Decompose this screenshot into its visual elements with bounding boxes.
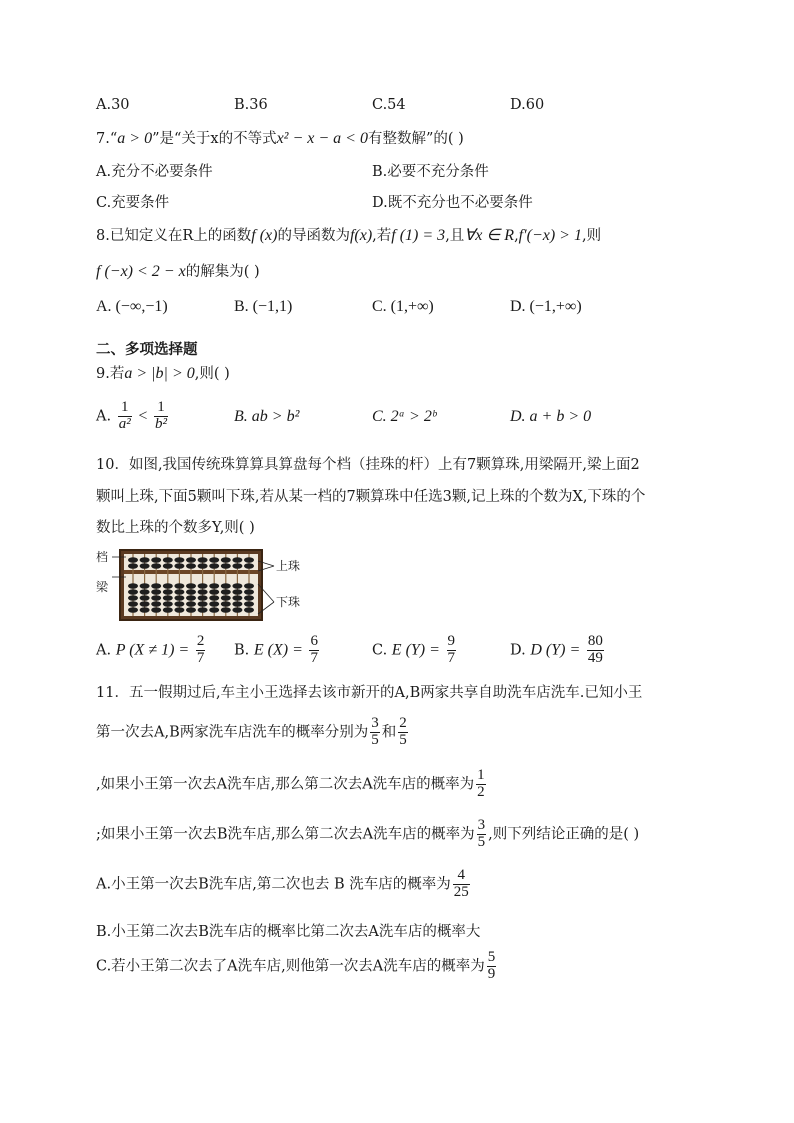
- abacus-lower-bead: [232, 589, 242, 595]
- q8-option-d: D. (−1,+∞): [510, 298, 582, 315]
- q11-line2: 第一次去A,B两家洗车店洗车的概率分别为 $\frac{3}{5}$ 和 $\frac{2}{5}$: [96, 715, 407, 748]
- q11-option-a: A.小王第一次去B洗车店,第二次也去 B 洗车店的概率为 $\frac{4}{25}$: [96, 867, 469, 900]
- q6-option-b: B.36: [234, 97, 268, 113]
- section-title: 二、多项选择题: [96, 342, 198, 358]
- abacus-lower-bead: [186, 595, 196, 601]
- abacus-lower-bead: [221, 607, 231, 613]
- q6-option-c: C.54: [372, 97, 406, 113]
- q6-option-a: A.30: [96, 97, 130, 113]
- q8-number: 8.: [96, 228, 110, 244]
- abacus-upper-bead: [186, 557, 196, 563]
- q9-stem: 9.若a > |b| > 0,则( ): [96, 365, 230, 382]
- abacus-lower-bead: [209, 595, 219, 601]
- q7-option-a: A.充分不必要条件: [96, 164, 213, 180]
- abacus-lower-bead: [151, 589, 161, 595]
- abacus-lower-bead: [128, 607, 138, 613]
- abacus-lower-bead: [244, 595, 254, 601]
- abacus-lower-bead: [209, 601, 219, 607]
- abacus-upper-bead: [209, 557, 219, 563]
- q7-option-c: C.充要条件: [96, 195, 170, 211]
- abacus-lower-bead: [140, 607, 150, 613]
- abacus-lower-bead: [151, 583, 161, 589]
- label-dang: 档: [96, 550, 109, 564]
- abacus-lower-bead: [198, 601, 208, 607]
- q8-stem-line2: f (−x) < 2 − x的解集为( ): [96, 263, 260, 280]
- abacus-lower-bead: [209, 589, 219, 595]
- q9-option-d: D. a + b > 0: [510, 408, 592, 425]
- abacus-lower-bead: [221, 595, 231, 601]
- abacus-lower-bead: [232, 607, 242, 613]
- abacus-lower-bead: [244, 589, 254, 595]
- abacus-upper-bead: [163, 563, 173, 569]
- abacus-lower-bead: [186, 589, 196, 595]
- q7-inequality: x² − x − a < 0: [276, 130, 368, 147]
- abacus-lower-bead: [198, 583, 208, 589]
- abacus-upper-bead: [221, 557, 231, 563]
- abacus-lower-bead: [232, 601, 242, 607]
- abacus-lower-bead: [128, 583, 138, 589]
- abacus-lower-bead: [140, 589, 150, 595]
- q10-option-b: B. E (X) = $\frac{6}{7}$: [234, 633, 318, 666]
- abacus-lower-bead: [151, 601, 161, 607]
- abacus-lower-bead: [163, 595, 173, 601]
- abacus-upper-bead: [174, 563, 184, 569]
- q10-line1: 10．如图,我国传统珠算算具算盘每个档（挂珠的杆）上有7颗算珠,用梁隔开,梁上面2: [96, 457, 640, 473]
- abacus-lower-bead: [221, 601, 231, 607]
- q9-option-a: A. $\frac{1}{\text{a²}}$ < $\frac{1}{\text{b²}}$: [96, 399, 167, 432]
- abacus-lower-bead: [174, 595, 184, 601]
- abacus-lower-bead: [244, 607, 254, 613]
- abacus-lower-bead: [221, 589, 231, 595]
- q8-option-c: C. (1,+∞): [372, 298, 434, 315]
- abacus-image: [96, 546, 311, 626]
- abacus-lower-bead: [232, 583, 242, 589]
- abacus-lower-bead: [174, 601, 184, 607]
- abacus-lower-bead: [221, 583, 231, 589]
- abacus-upper-bead: [232, 557, 242, 563]
- abacus-upper-bead: [209, 563, 219, 569]
- abacus-lower-bead: [151, 607, 161, 613]
- abacus-upper-bead: [128, 563, 138, 569]
- abacus-lower-bead: [163, 607, 173, 613]
- q11-line4: ;如果小王第一次去B洗车店,那么第二次去A洗车店的概率为 $\frac{3}{5}$ ,则下列结论正确的是( ): [96, 817, 640, 850]
- q10-line2: 颗叫上珠,下面5颗叫下珠,若从某一档的7颗算珠中任选3颗,记上珠的个数为X,下珠的个: [96, 489, 646, 505]
- abacus-lower-bead: [198, 595, 208, 601]
- abacus-figure: [96, 546, 311, 630]
- q11-line1: 11．五一假期过后,车主小王选择去该市新开的A,B两家共享自助洗车店洗车.已知小王: [96, 685, 643, 701]
- abacus-lower-bead: [163, 601, 173, 607]
- q7-option-d: D.既不充分也不必要条件: [372, 195, 533, 211]
- abacus-lower-bead: [140, 595, 150, 601]
- label-liang: 梁: [96, 580, 109, 594]
- abacus-lower-bead: [163, 589, 173, 595]
- abacus-lower-bead: [186, 607, 196, 613]
- abacus-upper-bead: [244, 557, 254, 563]
- abacus-upper-bead: [151, 557, 161, 563]
- abacus-lower-bead: [163, 583, 173, 589]
- q9-option-b: B. ab > b²: [234, 408, 300, 425]
- abacus-lower-bead: [128, 589, 138, 595]
- label-upper-beads: 上珠: [276, 559, 301, 573]
- q8-option-a: A. (−∞,−1): [96, 298, 168, 315]
- abacus-lower-bead: [209, 607, 219, 613]
- q10-line3: 数比上珠的个数多Y,则( ): [96, 520, 255, 536]
- abacus-lower-bead: [186, 583, 196, 589]
- abacus-upper-bead: [198, 557, 208, 563]
- abacus-upper-bead: [151, 563, 161, 569]
- abacus-lower-bead: [174, 607, 184, 613]
- abacus-upper-bead: [198, 563, 208, 569]
- abacus-upper-bead: [174, 557, 184, 563]
- abacus-lower-bead: [151, 595, 161, 601]
- abacus-lower-bead: [244, 601, 254, 607]
- q8-option-b: B. (−1,1): [234, 298, 293, 315]
- label-lower-beads: 下珠: [276, 595, 301, 609]
- abacus-lower-bead: [140, 583, 150, 589]
- q11-line3: ,如果小王第一次去A洗车店,那么第二次去A洗车店的概率为 $\frac{1}{2}$: [96, 767, 485, 800]
- q8-stem-line1: 8.已知定义在R上的函数f (x)的导函数为f(x),若f (1) = 3,且∀x ∈ R,f′(−x) > 1,则: [96, 227, 602, 244]
- abacus-lower-bead: [128, 595, 138, 601]
- abacus-upper-bead: [140, 563, 150, 569]
- abacus-lower-bead: [174, 589, 184, 595]
- abacus-lower-bead: [232, 595, 242, 601]
- abacus-upper-bead: [232, 563, 242, 569]
- abacus-lower-bead: [198, 607, 208, 613]
- q9-number: 9.: [96, 366, 110, 382]
- q7-option-b: B.必要不充分条件: [372, 164, 489, 180]
- q9-option-c: C. 2ᵃ > 2ᵇ: [372, 408, 437, 425]
- abacus-lower-bead: [198, 589, 208, 595]
- abacus-upper-bead: [163, 557, 173, 563]
- abacus-lower-bead: [128, 601, 138, 607]
- q10-option-d: D. D (Y) = $\frac{80}{49}$: [510, 633, 603, 666]
- q11-option-b: B.小王第二次去B洗车店的概率比第二次去A洗车店的概率大: [96, 924, 481, 940]
- q7-number: 7.: [96, 131, 110, 147]
- abacus-upper-bead: [221, 563, 231, 569]
- abacus-lower-bead: [186, 601, 196, 607]
- abacus-upper-bead: [186, 563, 196, 569]
- q7-stem: 7.“a > 0”是“关于x的不等式x² − x − a < 0有整数解”的( ): [96, 130, 464, 147]
- abacus-upper-bead: [128, 557, 138, 563]
- q6-option-d: D.60: [510, 97, 545, 113]
- abacus-lower-bead: [174, 583, 184, 589]
- q11-option-c: C.若小王第二次去了A洗车店,则他第一次去A洗车店的概率为 $\frac{5}{9}$: [96, 949, 496, 982]
- q7-condition: a > 0: [117, 130, 153, 147]
- abacus-lower-bead: [209, 583, 219, 589]
- abacus-upper-bead: [244, 563, 254, 569]
- q10-option-a: A. P (X ≠ 1) = $\frac{2}{7}$: [96, 633, 205, 666]
- abacus-upper-bead: [140, 557, 150, 563]
- abacus-lower-bead: [244, 583, 254, 589]
- abacus-lower-bead: [140, 601, 150, 607]
- q10-option-c: C. E (Y) = $\frac{9}{7}$: [372, 633, 456, 666]
